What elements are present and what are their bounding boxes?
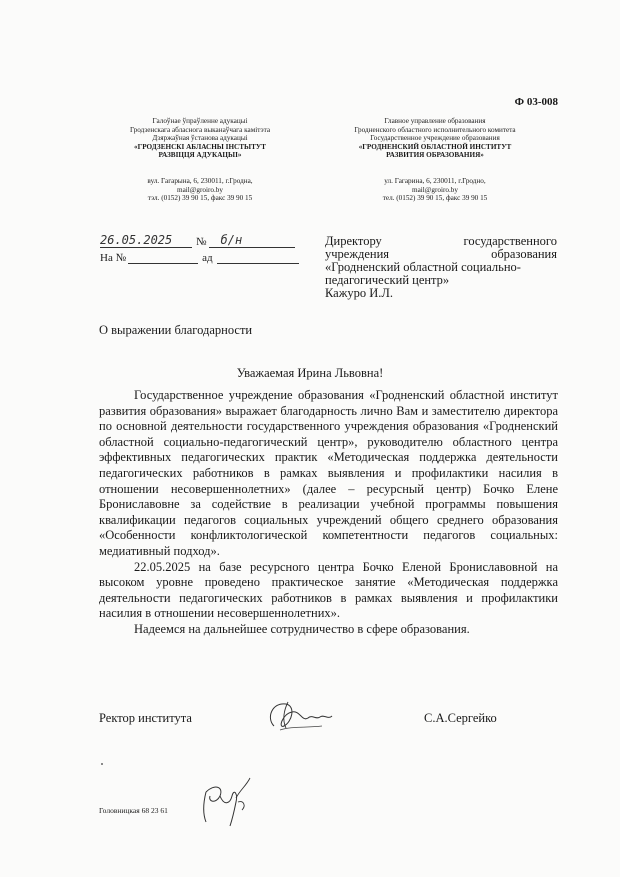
header-line: Гродненского областного исполнительного комитета [354,125,516,134]
letter-subject: О выражении благодарности [99,323,253,337]
header-org-name: «ГРОДЗЕНСКІ АБЛАСНЫ ІНСТЫТУТ [134,142,266,151]
addressee-text: педагогический центр» [325,273,450,287]
registration-date: 26.05.2025 [100,233,192,248]
body-paragraph: Надеемся на дальнейшее сотрудничество в сфере образования. [134,621,470,636]
header-address: вул. Гагарына, 6, 230011, г.Гродна, [147,176,253,185]
header-line: Дзяржаўная ўстанова адукацыі [152,134,248,143]
header-email: mail@groiro.by [177,185,223,194]
header-phone: тэл. (0152) 39 90 15, факс 39 90 15 [147,194,253,203]
addressee-text: образования [491,247,557,261]
header-line: Главное управление образования [384,117,486,125]
signatory-name: С.А.Сергейко [424,711,497,725]
header-org-name: «ГРОДНЕНСКИЙ ОБЛАСТНОЙ ИНСТИТУТ [358,142,512,151]
header-line: Гродзенскага абласнога выканаўчага камітэта [129,125,271,134]
header-address: ул. Гагарина, 6, 230011, г.Гродно, [384,176,486,185]
form-code: Ф 03-008 [514,96,558,108]
body-paragraph: 22.05.2025 на базе ресурсного центра Бочко Еленой Брониславовной на высоком уровне проведено практическое занятие «Методическая поддержка деятельности педагогических работников в рамках выявления и профилактики насилия в отношении несовершеннолетних». [99,559,558,621]
header-org-name: РАЗВІЦЦЯ АДУКАЦЫІ» [158,151,242,160]
addressee-text: «Гродненский областной социально- [325,260,521,274]
header-org-name: РАЗВИТИЯ ОБРАЗОВАНИЯ» [386,151,484,160]
registration-block [100,232,305,264]
salutation: Уважаемая Ирина Львовна! [236,366,384,380]
addressee-text: государственного [463,234,557,248]
reference-from-label: ад [202,252,213,264]
letterhead-belarusian [100,117,300,203]
signatory-position: Ректор института [99,711,192,725]
number-label: № [196,236,207,248]
addressee [325,235,557,300]
header-line: Государственное учреждение образования [370,134,500,143]
header-line: Галоўнае ўпраўленне адукацыі [152,117,248,125]
addressee-name: Кажуро И.Л. [325,286,393,300]
header-email: mail@groiro.by [412,185,458,194]
letter-body [99,388,558,638]
body-paragraph: Государственное учреждение образования «Гродненский областной институт развития образования» выражает благодарность лично Вам и заместителю директора по основной деятельности государственного учреждения образования «Гродненский областной социально-педагогический центр», руководителю областного центра эффективных педагогических практик «Методическая поддержка деятельности педагогических работников в рамках выявления и профилактики насилия в отношении несовершеннолетних» (далее – ресурсный центр) Бочко Елене Брониславовне за содействие в реализации учебной программы повышения квалификации педагогов социальных учреждений общего среднего образования «Особенности конфликтологической компетентности педагогов социальных: медиативный подход». [99,388,558,558]
registration-number: б/н [209,233,295,248]
letterhead-russian [330,117,540,203]
executor-contact: Головницкая 68 23 61 [99,806,168,815]
reference-label: На № [100,252,127,264]
stray-mark [101,763,103,765]
header-phone: тел. (0152) 39 90 15, факс 39 90 15 [382,194,488,203]
rector-signature-icon [262,696,342,738]
approval-initials-icon [196,766,256,830]
addressee-text: Директору [325,234,382,248]
addressee-text: учреждения [325,247,390,261]
